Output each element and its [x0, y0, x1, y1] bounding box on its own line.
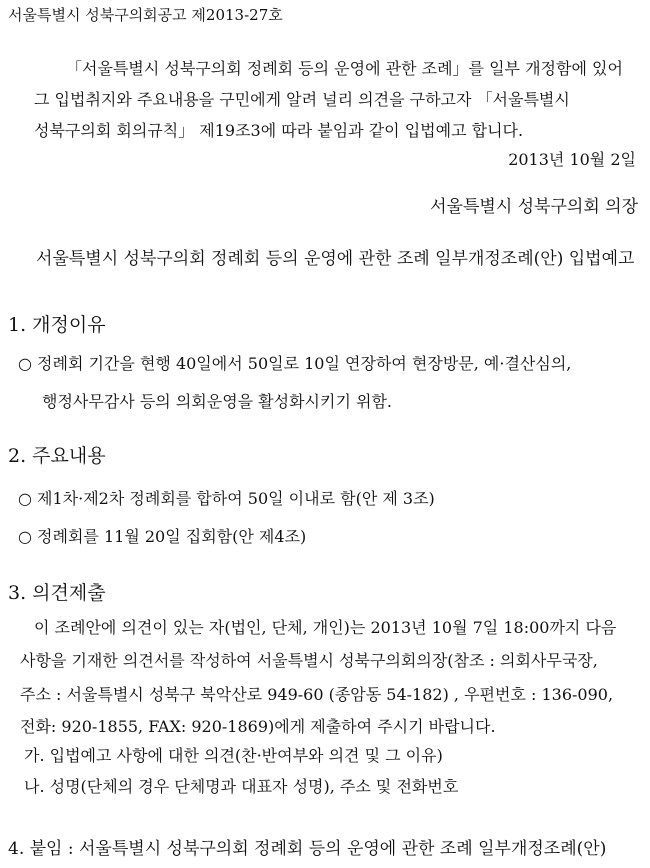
opinion-subitem: 나. 성명(단체의 경우 단체명과 대표자 성명), 주소 및 전화번호 — [24, 777, 459, 796]
notice-issuer: 서울특별시 성북구의회 의장 — [430, 197, 638, 217]
opinion-line: 전화: 920-1855, FAX: 920-1869)에게 제출하여 주시기 바랍니다. — [20, 717, 496, 736]
opinion-line: 사항을 기재한 의견서를 작성하여 서울특별시 성북구의회의장(참조 : 의회사무국장, — [20, 651, 598, 670]
section-heading: 1. 개정이유 — [8, 314, 106, 336]
contents-item: ○ 제1차·제2차 정례회를 합하여 50일 이내로 함(안 제 3조) — [18, 489, 435, 508]
section-heading: 3. 의견제출 — [8, 582, 106, 604]
intro-line: 성북구의회 회의규칙」 제19조3에 따라 붙임과 같이 입법예고 합니다. — [34, 121, 524, 140]
intro-line: 그 입법취지와 주요내용을 구민에게 알려 널리 의견을 구하고자 「서울특별시 — [34, 90, 570, 109]
document-title: 서울특별시 성북구의회 정례회 등의 운영에 관한 조례 일부개정조례(안) 입법예고 — [36, 249, 635, 269]
intro-line: 「서울특별시 성북구의회 정례회 등의 운영에 관한 조례」를 일부 개정함에 있어 — [66, 59, 623, 78]
attachment-line: 4. 붙임 : 서울특별시 성북구의회 정례회 등의 운영에 관한 조례 일부개정조례(안) — [8, 839, 607, 859]
reason-line: 행정사무감사 등의 의회운영을 활성화시키기 위함. — [42, 392, 393, 411]
opinion-line: 이 조례안에 의견이 있는 자(법인, 단체, 개인)는 2013년 10월 7일 18:00까지 다음 — [34, 618, 617, 637]
opinion-line: 주소 : 서울특별시 성북구 북악산로 949-60 (종암동 54-182) , 우편번호 : 136-090, — [20, 685, 614, 704]
section-heading: 2. 주요내용 — [8, 445, 106, 467]
contents-item: ○ 정례회를 11월 20일 집회함(안 제4조) — [18, 527, 307, 546]
opinion-subitem: 가. 입법예고 사항에 대한 의견(찬·반여부와 의견 및 그 이유) — [24, 746, 443, 765]
notice-date: 2013년 10월 2일 — [508, 150, 636, 169]
reason-line: ○ 정례회 기간을 현행 40일에서 50일로 10일 연장하여 현장방문, 예·결산심의, — [18, 354, 572, 373]
notice-number: 서울특별시 성북구의회공고 제2013-27호 — [8, 6, 283, 24]
